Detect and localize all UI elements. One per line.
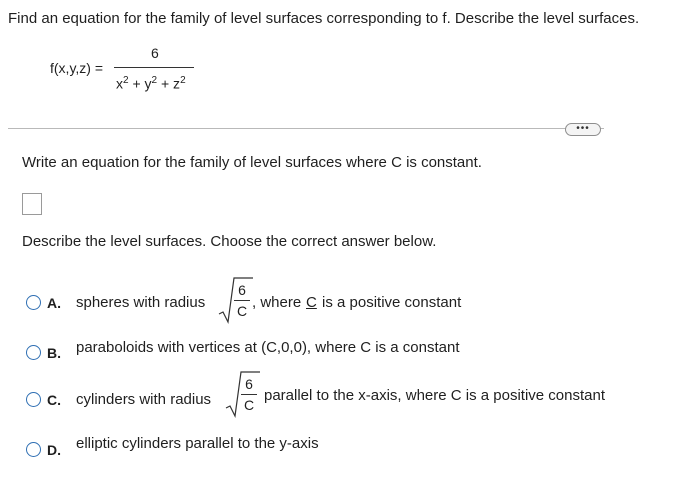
option-d-letter: D. bbox=[47, 442, 61, 458]
exp-z: 2 bbox=[180, 75, 186, 86]
option-d-text: elliptic cylinders parallel to the y-axis bbox=[76, 435, 319, 452]
option-a-text-pre: spheres with radius bbox=[76, 294, 206, 311]
part2-instruction: Describe the level surfaces. Choose the correct answer below. bbox=[22, 233, 437, 250]
option-a-radio[interactable] bbox=[26, 295, 41, 310]
option-d-radio[interactable] bbox=[26, 442, 41, 457]
function-numerator: 6 bbox=[151, 45, 159, 61]
section-divider bbox=[8, 128, 604, 129]
option-b-radio[interactable] bbox=[26, 345, 41, 360]
option-a-text-post: , where bbox=[252, 294, 302, 311]
denominator-x: x bbox=[116, 75, 123, 92]
denominator-y: + y bbox=[132, 75, 152, 92]
option-c-text-pre: cylinders with radius bbox=[76, 391, 212, 408]
option-c-frac-den: C bbox=[243, 397, 255, 413]
option-a-text-post2: is a positive constant bbox=[322, 294, 462, 311]
option-c-frac-num: 6 bbox=[245, 376, 253, 392]
option-a-letter: A. bbox=[47, 295, 61, 311]
question-prompt: Find an equation for the family of level surfaces corresponding to f. Describe the level surfaces. bbox=[8, 10, 640, 27]
option-a-frac-bar bbox=[234, 300, 250, 301]
option-c-letter: C. bbox=[47, 392, 61, 408]
exp-y: 2 bbox=[151, 75, 158, 86]
option-c-radio[interactable] bbox=[26, 392, 41, 407]
equation-answer-box[interactable] bbox=[22, 193, 42, 215]
option-c-frac-bar bbox=[241, 394, 257, 395]
option-a-constant: C bbox=[306, 294, 317, 311]
function-lhs: f(x,y,z) = bbox=[50, 60, 104, 76]
option-a-frac-num: 6 bbox=[238, 282, 246, 298]
function-denominator bbox=[116, 75, 186, 92]
option-b-text: paraboloids with vertices at (C,0,0), where C is a constant bbox=[76, 339, 460, 356]
more-button[interactable]: ••• bbox=[565, 123, 601, 136]
part1-instruction: Write an equation for the family of level surfaces where C is constant. bbox=[22, 154, 482, 171]
denominator-z: + z bbox=[160, 75, 181, 92]
option-b-letter: B. bbox=[47, 345, 61, 361]
fraction-bar bbox=[114, 67, 194, 68]
option-a-frac-den: C bbox=[236, 303, 248, 319]
option-c-text-post: parallel to the x-axis, where C is a positive constant bbox=[264, 387, 605, 404]
exp-x: 2 bbox=[123, 75, 129, 86]
